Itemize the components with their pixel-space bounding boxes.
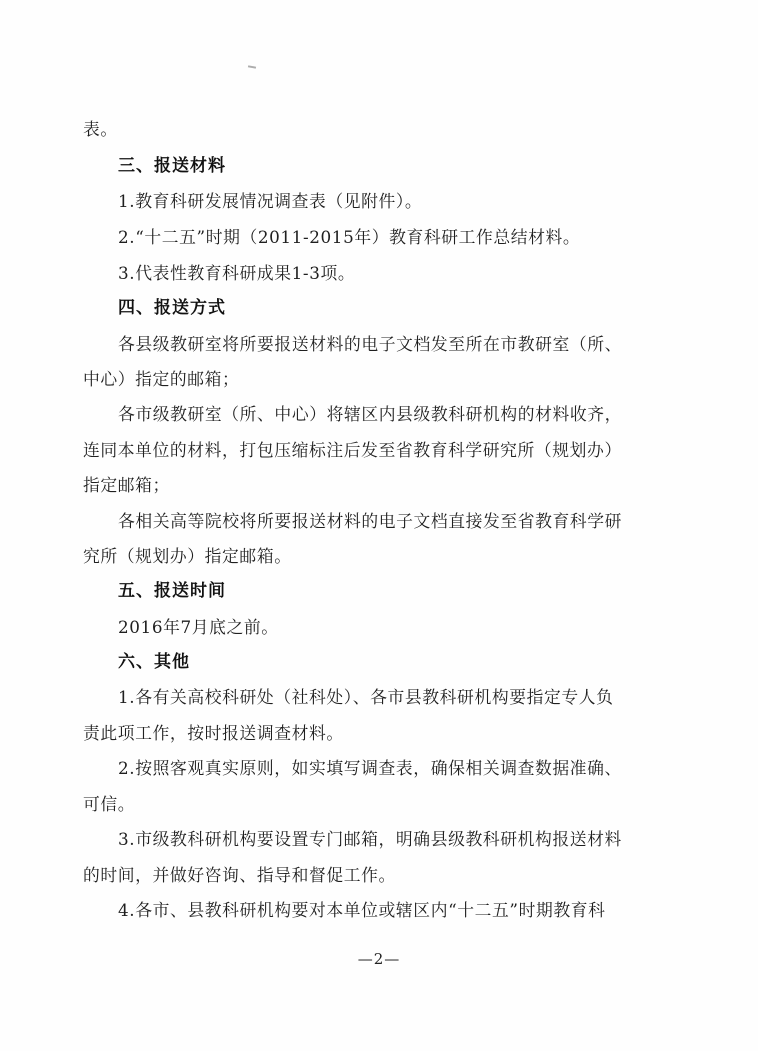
- text-line: 2.按照客观真实原则，如实填写调查表，确保相关调查数据准确、: [118, 758, 622, 778]
- text-line: 表。: [83, 119, 118, 139]
- text-line: 连同本单位的材料，打包压缩标注后发至省教育科学研究所（规划办）: [83, 440, 622, 460]
- text-line: 指定邮箱；: [83, 475, 170, 495]
- text-line: 责此项工作，按时报送调查材料。: [83, 723, 344, 743]
- section-heading-5: 五、报送时间: [118, 581, 226, 601]
- text-line: 2016年7月底之前。: [118, 617, 279, 637]
- section-heading-3: 三、报送材料: [118, 156, 226, 176]
- text-line: 可信。: [83, 794, 136, 814]
- text-line: 的时间，并做好咨询、指导和督促工作。: [83, 865, 396, 885]
- section-heading-4: 四、报送方式: [118, 298, 226, 318]
- text-line: 1.各有关高校科研处（社科处）、各市县教科研机构要指定专人负: [118, 687, 614, 707]
- text-line: 各相关高等院校将所要报送材料的电子文档直接发至省教育科学研: [118, 511, 623, 531]
- text-line: 2.“十二五”时期（2011-2015年）教育科研工作总结材料。: [118, 227, 581, 247]
- scan-speck: [248, 65, 256, 68]
- text-line: 究所（规划办）指定邮箱。: [83, 546, 292, 566]
- text-line: 4.各市、县教科研机构要对本单位或辖区内“十二五”时期教育科: [118, 900, 606, 920]
- section-heading-6: 六、其他: [118, 652, 190, 672]
- text-line: 3.市级教科研机构要设置专门邮箱，明确县级教科研机构报送材料: [118, 829, 622, 849]
- text-line: 各市级教研室（所、中心）将辖区内县级教科研机构的材料收齐，: [118, 404, 623, 424]
- text-line: 3.代表性教育科研成果1-3项。: [118, 263, 356, 283]
- page-number: —2—: [357, 950, 401, 968]
- text-line: 中心）指定的邮箱；: [83, 369, 240, 389]
- text-line: 各县级教研室将所要报送材料的电子文档发至所在市教研室（所、: [118, 334, 623, 354]
- text-line: 1.教育科研发展情况调查表（见附件）。: [118, 191, 423, 211]
